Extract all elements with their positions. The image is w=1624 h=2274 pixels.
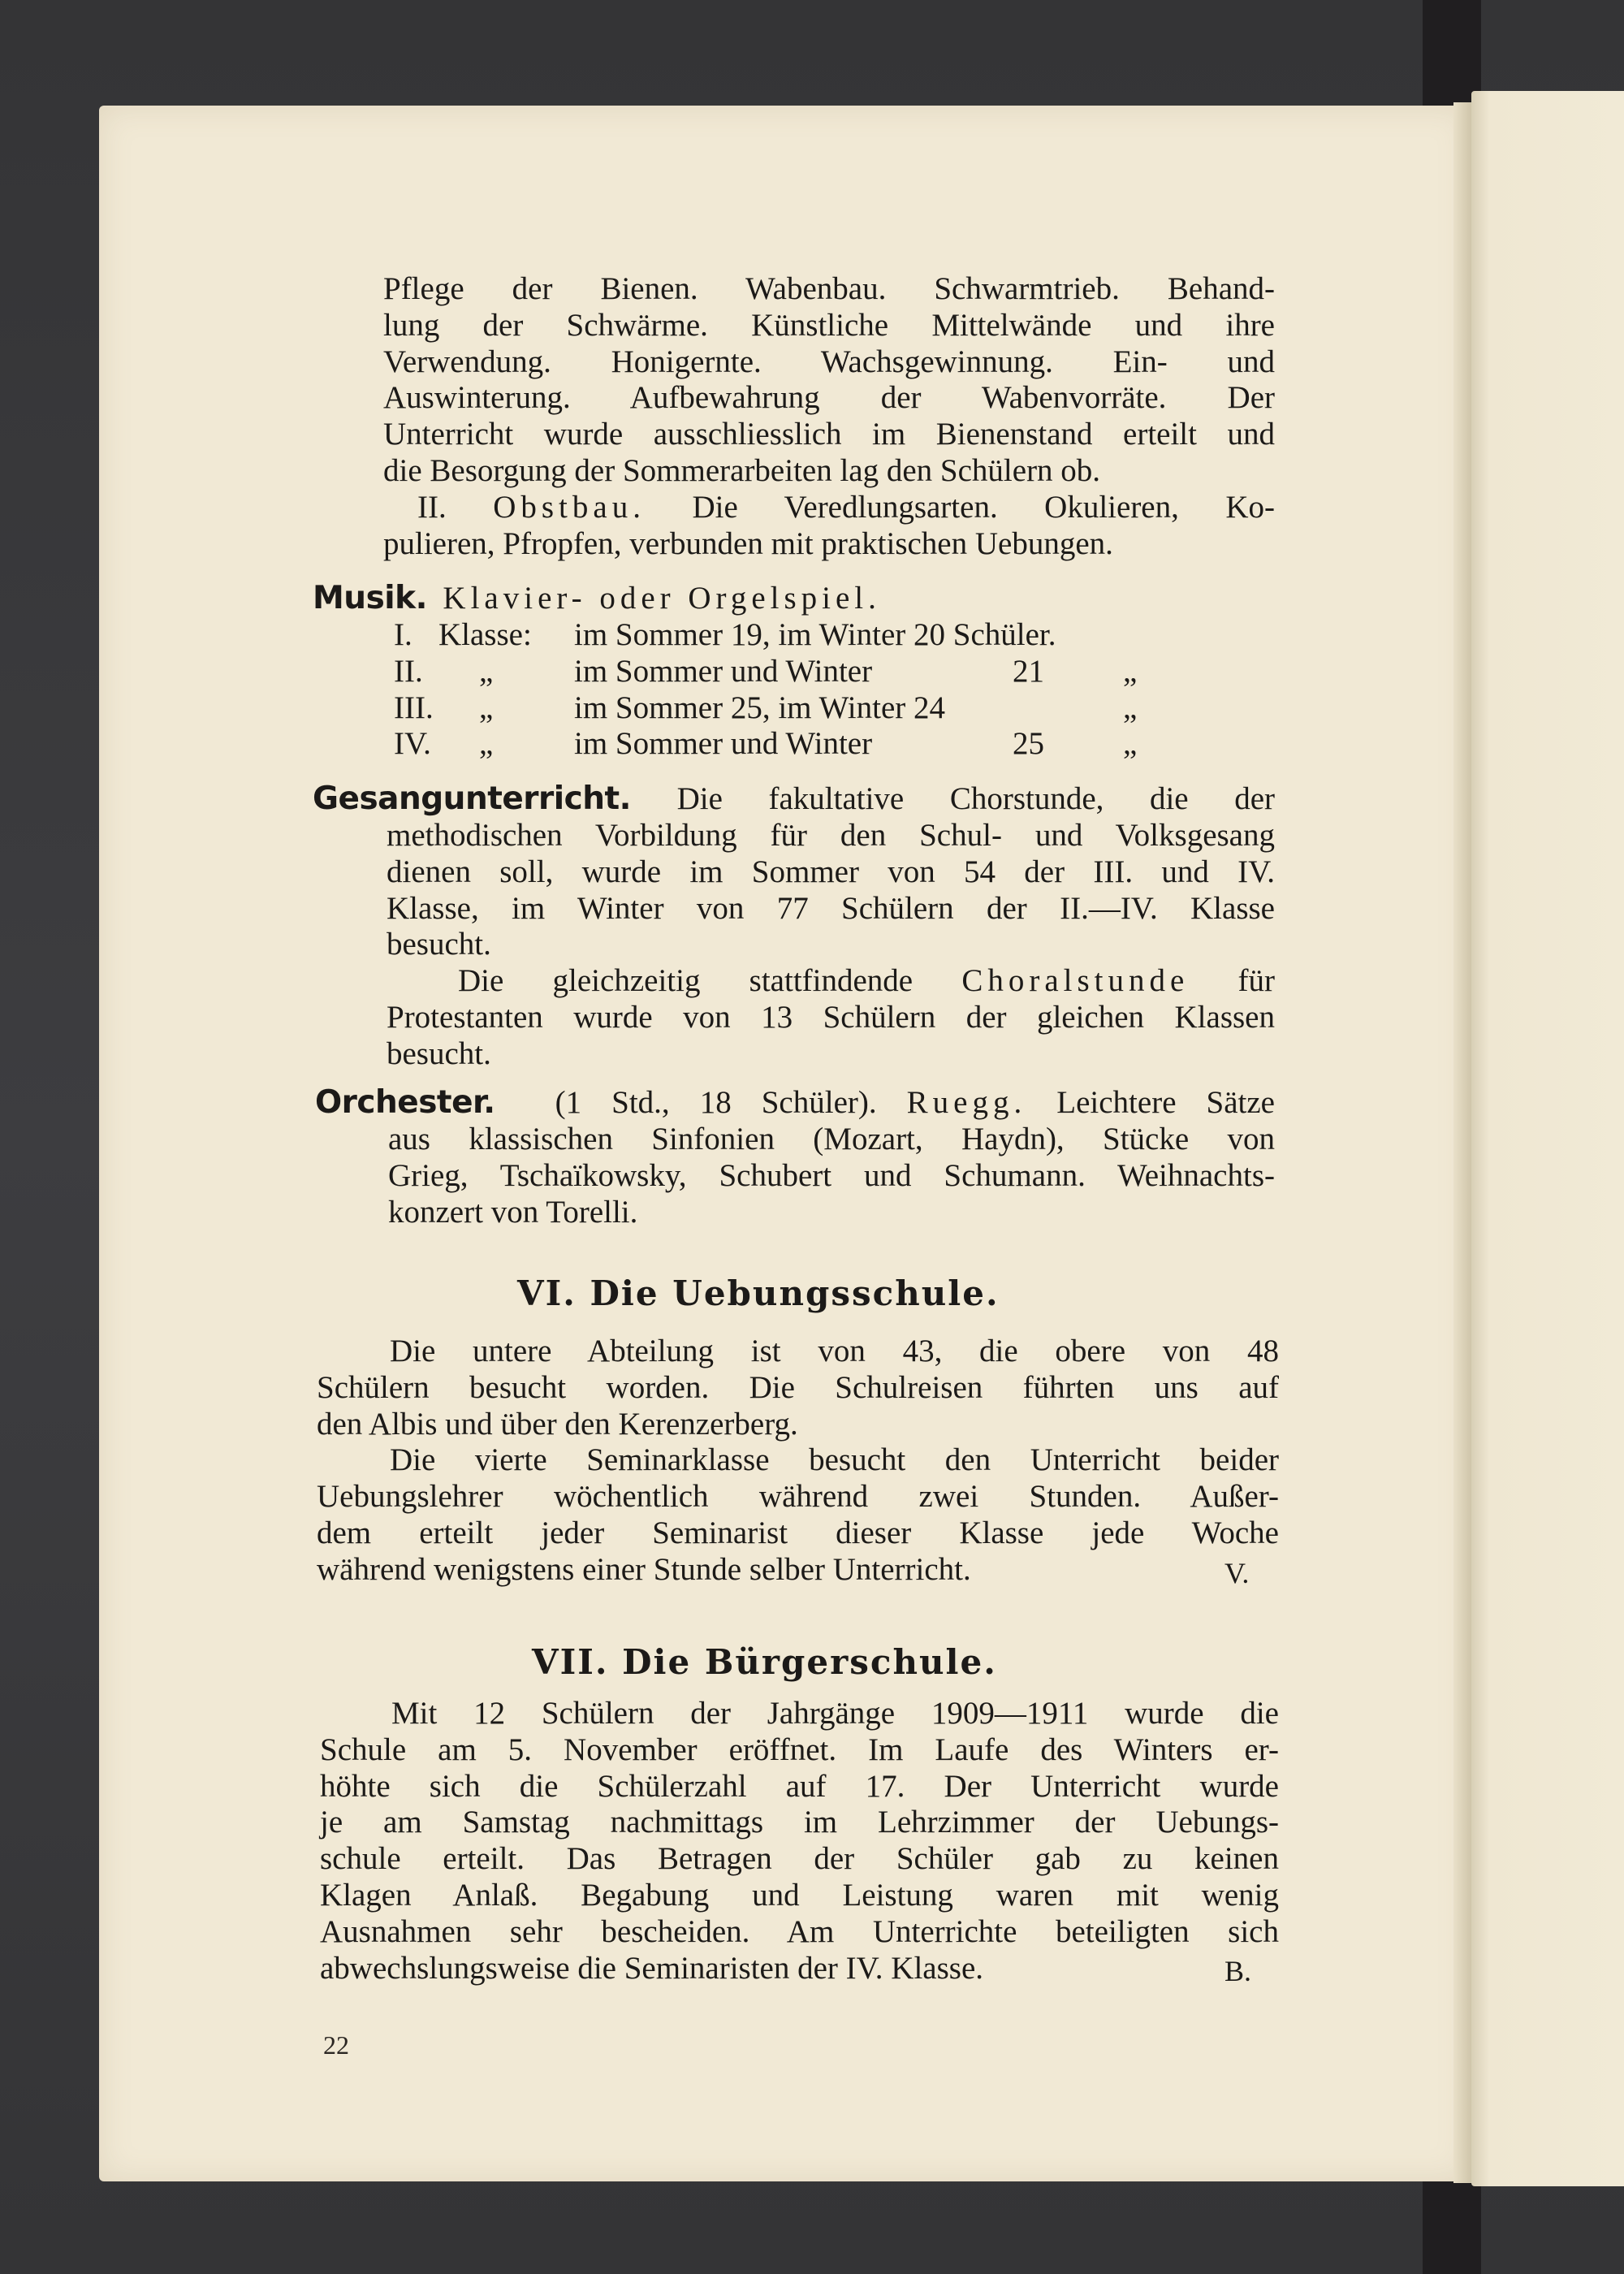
text-line: aus klassischen Sinfonien (Mozart, Haydn), Stücke von: [388, 1122, 1275, 1156]
gesang-paragraph: [313, 781, 1275, 818]
choral-text-post: für: [1237, 963, 1275, 999]
text-line: pulieren, Pfropfen, verbunden mit praktischen Uebungen.: [383, 525, 1113, 561]
bienen-paragraph: [383, 271, 1275, 490]
klasse-count: 21: [1013, 653, 1044, 689]
musik-heading-line: [313, 581, 1275, 617]
musik-row: [313, 690, 1275, 727]
text-line: Auswinterung. Aufbewahrung der Wabenvorräte. Der: [383, 380, 1275, 416]
section-7-body: [320, 1696, 1279, 1987]
choral-text-pre: Die gleichzeitig stattfindende: [458, 963, 914, 999]
klasse-number: II.: [394, 653, 423, 689]
gesang-text: Die fakultative Chorstunde, die der: [676, 781, 1276, 816]
musik-row: [313, 654, 1275, 690]
text-line: Uebungslehrer wöchentlich während zwei Stunden. Außer-: [317, 1479, 1279, 1515]
text-line: Klasse, im Winter von 77 Schülern der II.—IV. Klasse: [387, 890, 1275, 926]
text-line: besucht.: [387, 927, 491, 962]
text-line: abwechslungsweise die Seminaristen der IV. Klasse.: [320, 1950, 984, 1986]
text-line: lung der Schwärme. Künstliche Mittelwände und ihre: [383, 307, 1275, 343]
ditto-mark: „: [479, 653, 494, 689]
ditto-mark: „: [479, 690, 494, 725]
text-line: Ausnahmen sehr bescheiden. Am Unterrichte beteiligten sich: [320, 1913, 1279, 1949]
text-line: den Albis und über den Kerenzerberg.: [317, 1406, 798, 1442]
text-line: schule erteilt. Das Betragen der Schüler gab zu keinen: [320, 1841, 1279, 1877]
obstbau-number: II.: [417, 490, 447, 525]
choral-line-1: [387, 963, 1275, 1000]
orchester-paragraph: [315, 1085, 1275, 1122]
text-line: während wenigstens einer Stunde selber Unterricht.: [317, 1551, 971, 1587]
gesang-heading: Gesangunterricht.: [313, 780, 631, 817]
obstbau-text: Die Veredlungsarten. Okulieren, Ko-: [692, 490, 1276, 525]
obstbau-line-1: [383, 490, 1275, 526]
orchester-teacher: Ruegg.: [906, 1085, 1027, 1120]
text-line: Klagen Anlaß. Begabung und Leistung waren mit wenig: [320, 1877, 1279, 1913]
orchester-line-1: [315, 1085, 1275, 1122]
musik-heading: Musik.: [313, 580, 427, 616]
klasse-label: Klasse:: [438, 617, 532, 652]
ditto-mark: „: [1123, 653, 1138, 689]
klasse-text: im Sommer und Winter: [574, 653, 873, 689]
orchester-text-post: Leichtere Sätze: [1056, 1085, 1275, 1120]
facing-page-edge: [1471, 91, 1624, 2186]
musik-block: [313, 581, 1275, 617]
text-line: Grieg, Tschaïkowsky, Schubert und Schumann. Weihnachts-: [388, 1157, 1275, 1193]
text-line: konzert von Torelli.: [388, 1194, 638, 1230]
ditto-mark: „: [1123, 690, 1138, 725]
text-line: Protestanten wurde von 13 Schülern der gleichen Klassen: [387, 999, 1275, 1035]
klasse-text: im Sommer 25, im Winter 24: [574, 690, 946, 725]
klasse-number: III.: [394, 690, 434, 725]
text-line: besucht.: [387, 1035, 491, 1071]
orchester-text-pre: (1 Std., 18 Schüler).: [555, 1085, 877, 1120]
text-line: Schülern besucht worden. Die Schulreisen führten uns auf: [317, 1369, 1279, 1405]
musik-row: [313, 617, 1275, 654]
text-line: Die vierte Seminarklasse besucht den Unterricht beider: [390, 1442, 1279, 1478]
section-6-body: [317, 1334, 1279, 1589]
text-line: je am Samstag nachmittags im Lehrzimmer der Uebungs-: [320, 1805, 1279, 1840]
text-line: Schule am 5. November eröffnet. Im Laufe des Winters er-: [320, 1731, 1279, 1767]
gesang-line-1: [313, 781, 1275, 818]
choral-word: Choralstunde: [961, 963, 1190, 999]
section-6-title: VI. Die Uebungsschule.: [517, 1273, 1000, 1313]
musik-subject: Klavier- oder Orgelspiel.: [443, 581, 881, 616]
text-line: Verwendung. Honigernte. Wachsgewinnung. Ein- und: [383, 344, 1275, 379]
obstbau-paragraph: [383, 490, 1275, 563]
klasse-number: IV.: [394, 726, 431, 762]
text-line: höhte sich die Schülerzahl auf 17. Der Unterricht wurde: [320, 1768, 1279, 1804]
orchester-body: [388, 1122, 1275, 1230]
text-line: Die untere Abteilung ist von 43, die obere von 48: [390, 1334, 1279, 1368]
ditto-mark: „: [479, 726, 494, 762]
klasse-number: I.: [394, 617, 412, 652]
page-gutter-shadow: [1453, 102, 1471, 2183]
gesang-body: [387, 818, 1275, 1073]
klasse-text: im Sommer 19, im Winter 20 Schüler.: [574, 617, 1056, 652]
text-line: methodischen Vorbildung für den Schul- und Volksgesang: [387, 818, 1275, 853]
section-7-title: VII. Die Bürgerschule.: [532, 1642, 997, 1682]
text-line: dem erteilt jeder Seminarist dieser Klasse jede Woche: [317, 1515, 1279, 1550]
text-line: die Besorgung der Sommerarbeiten lag den Schülern ob.: [383, 452, 1101, 488]
section-7-initial: B.: [1224, 1955, 1252, 1987]
orchester-heading: Orchester.: [315, 1084, 495, 1121]
klasse-count: 25: [1013, 726, 1044, 762]
section-6-initial: V.: [1224, 1557, 1250, 1589]
musik-table: [313, 617, 1275, 763]
text-line: Unterricht wurde ausschliesslich im Bienenstand erteilt und: [383, 417, 1275, 452]
text-line: Mit 12 Schülern der Jahrgänge 1909—1911 wurde die: [391, 1696, 1279, 1731]
obstbau-label: Obstbau.: [493, 490, 646, 525]
ditto-mark: „: [1123, 726, 1138, 762]
text-line: Pflege der Bienen. Wabenbau. Schwarmtrieb. Behand-: [383, 271, 1275, 306]
text-line: dienen soll, wurde im Sommer von 54 der III. und IV.: [387, 854, 1275, 889]
klasse-text: im Sommer und Winter: [574, 726, 873, 762]
musik-row: [313, 726, 1275, 763]
page-number: 22: [323, 2030, 349, 2060]
